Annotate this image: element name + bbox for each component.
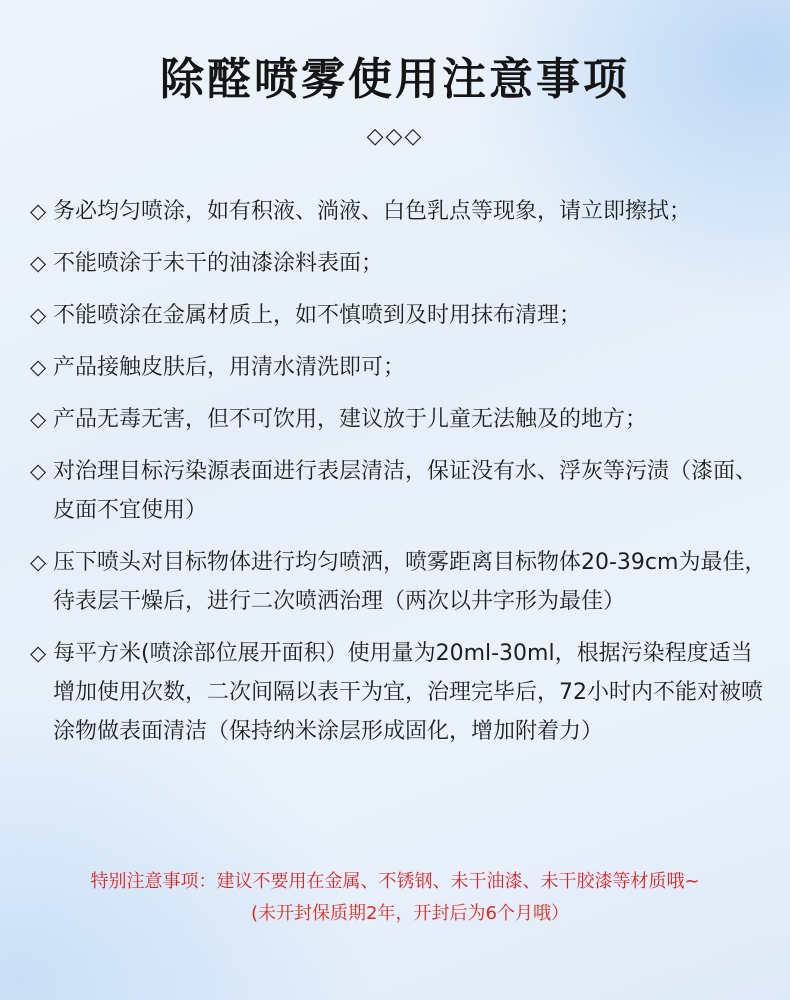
list-item xyxy=(30,452,770,530)
list-item xyxy=(30,543,770,621)
special-notice-line1: 特别注意事项：建议不要用在金属、不锈钢、未干油漆、未干胶漆等材质哦~ xyxy=(90,871,700,892)
list-item-text: 产品接触皮肤后，用清水清洗即可； xyxy=(53,355,406,380)
special-notice xyxy=(0,866,790,930)
list-item xyxy=(30,348,770,387)
diamond-bullet-icon: ◇ xyxy=(30,199,47,223)
list-item-text: 对治理目标污染源表面进行表层清洁，保证没有水、浮灰等污渍（漆面、皮面不宜使用） xyxy=(53,459,758,523)
list-item-text: 产品无毒无害，但不可饮用，建议放于儿童无法触及的地方； xyxy=(53,407,648,432)
title-divider: ◇◇◇ xyxy=(366,124,424,149)
list-item-text: 务必均匀喷涂，如有积液、淌液、白色乳点等现象，请立即擦拭； xyxy=(53,199,692,224)
page-title: 除醛喷雾使用注意事项 xyxy=(160,54,630,105)
diamond-bullet-icon: ◇ xyxy=(30,550,47,574)
diamond-bullet-icon: ◇ xyxy=(30,641,47,665)
list-item-text: 不能喷涂在金属材质上，如不慎喷到及时用抹布清理； xyxy=(53,303,582,328)
list-item-text: 压下喷头对目标物体进行均匀喷洒，喷雾距离目标物体20-39cm为最佳，待表层干燥后，进行二次喷洒治理（两次以井字形为最佳） xyxy=(53,550,767,614)
diamond-bullet-icon: ◇ xyxy=(30,251,47,275)
list-item xyxy=(30,296,770,335)
diamond-bullet-icon: ◇ xyxy=(30,355,47,379)
list-item xyxy=(30,634,770,751)
list-item xyxy=(30,192,770,231)
special-notice-line2: (未开封保质期2年，开封后为6个月哦） xyxy=(251,903,569,924)
diamond-bullet-icon: ◇ xyxy=(30,407,47,431)
precautions-list xyxy=(30,192,770,764)
diamond-bullet-icon: ◇ xyxy=(30,303,47,327)
list-item xyxy=(30,400,770,439)
list-item-text: 每平方米(喷涂部位展开面积）使用量为20ml-30ml，根据污染程度适当增加使用次数，二次间隔以表干为宜，治理完毕后，72小时内不能对被喷涂物做表面清洁（保持纳米涂层形成固化，增加附着力） xyxy=(53,641,763,744)
diamond-bullet-icon: ◇ xyxy=(30,459,47,483)
list-item xyxy=(30,244,770,283)
list-item-text: 不能喷涂于未干的油漆涂料表面； xyxy=(53,251,384,276)
